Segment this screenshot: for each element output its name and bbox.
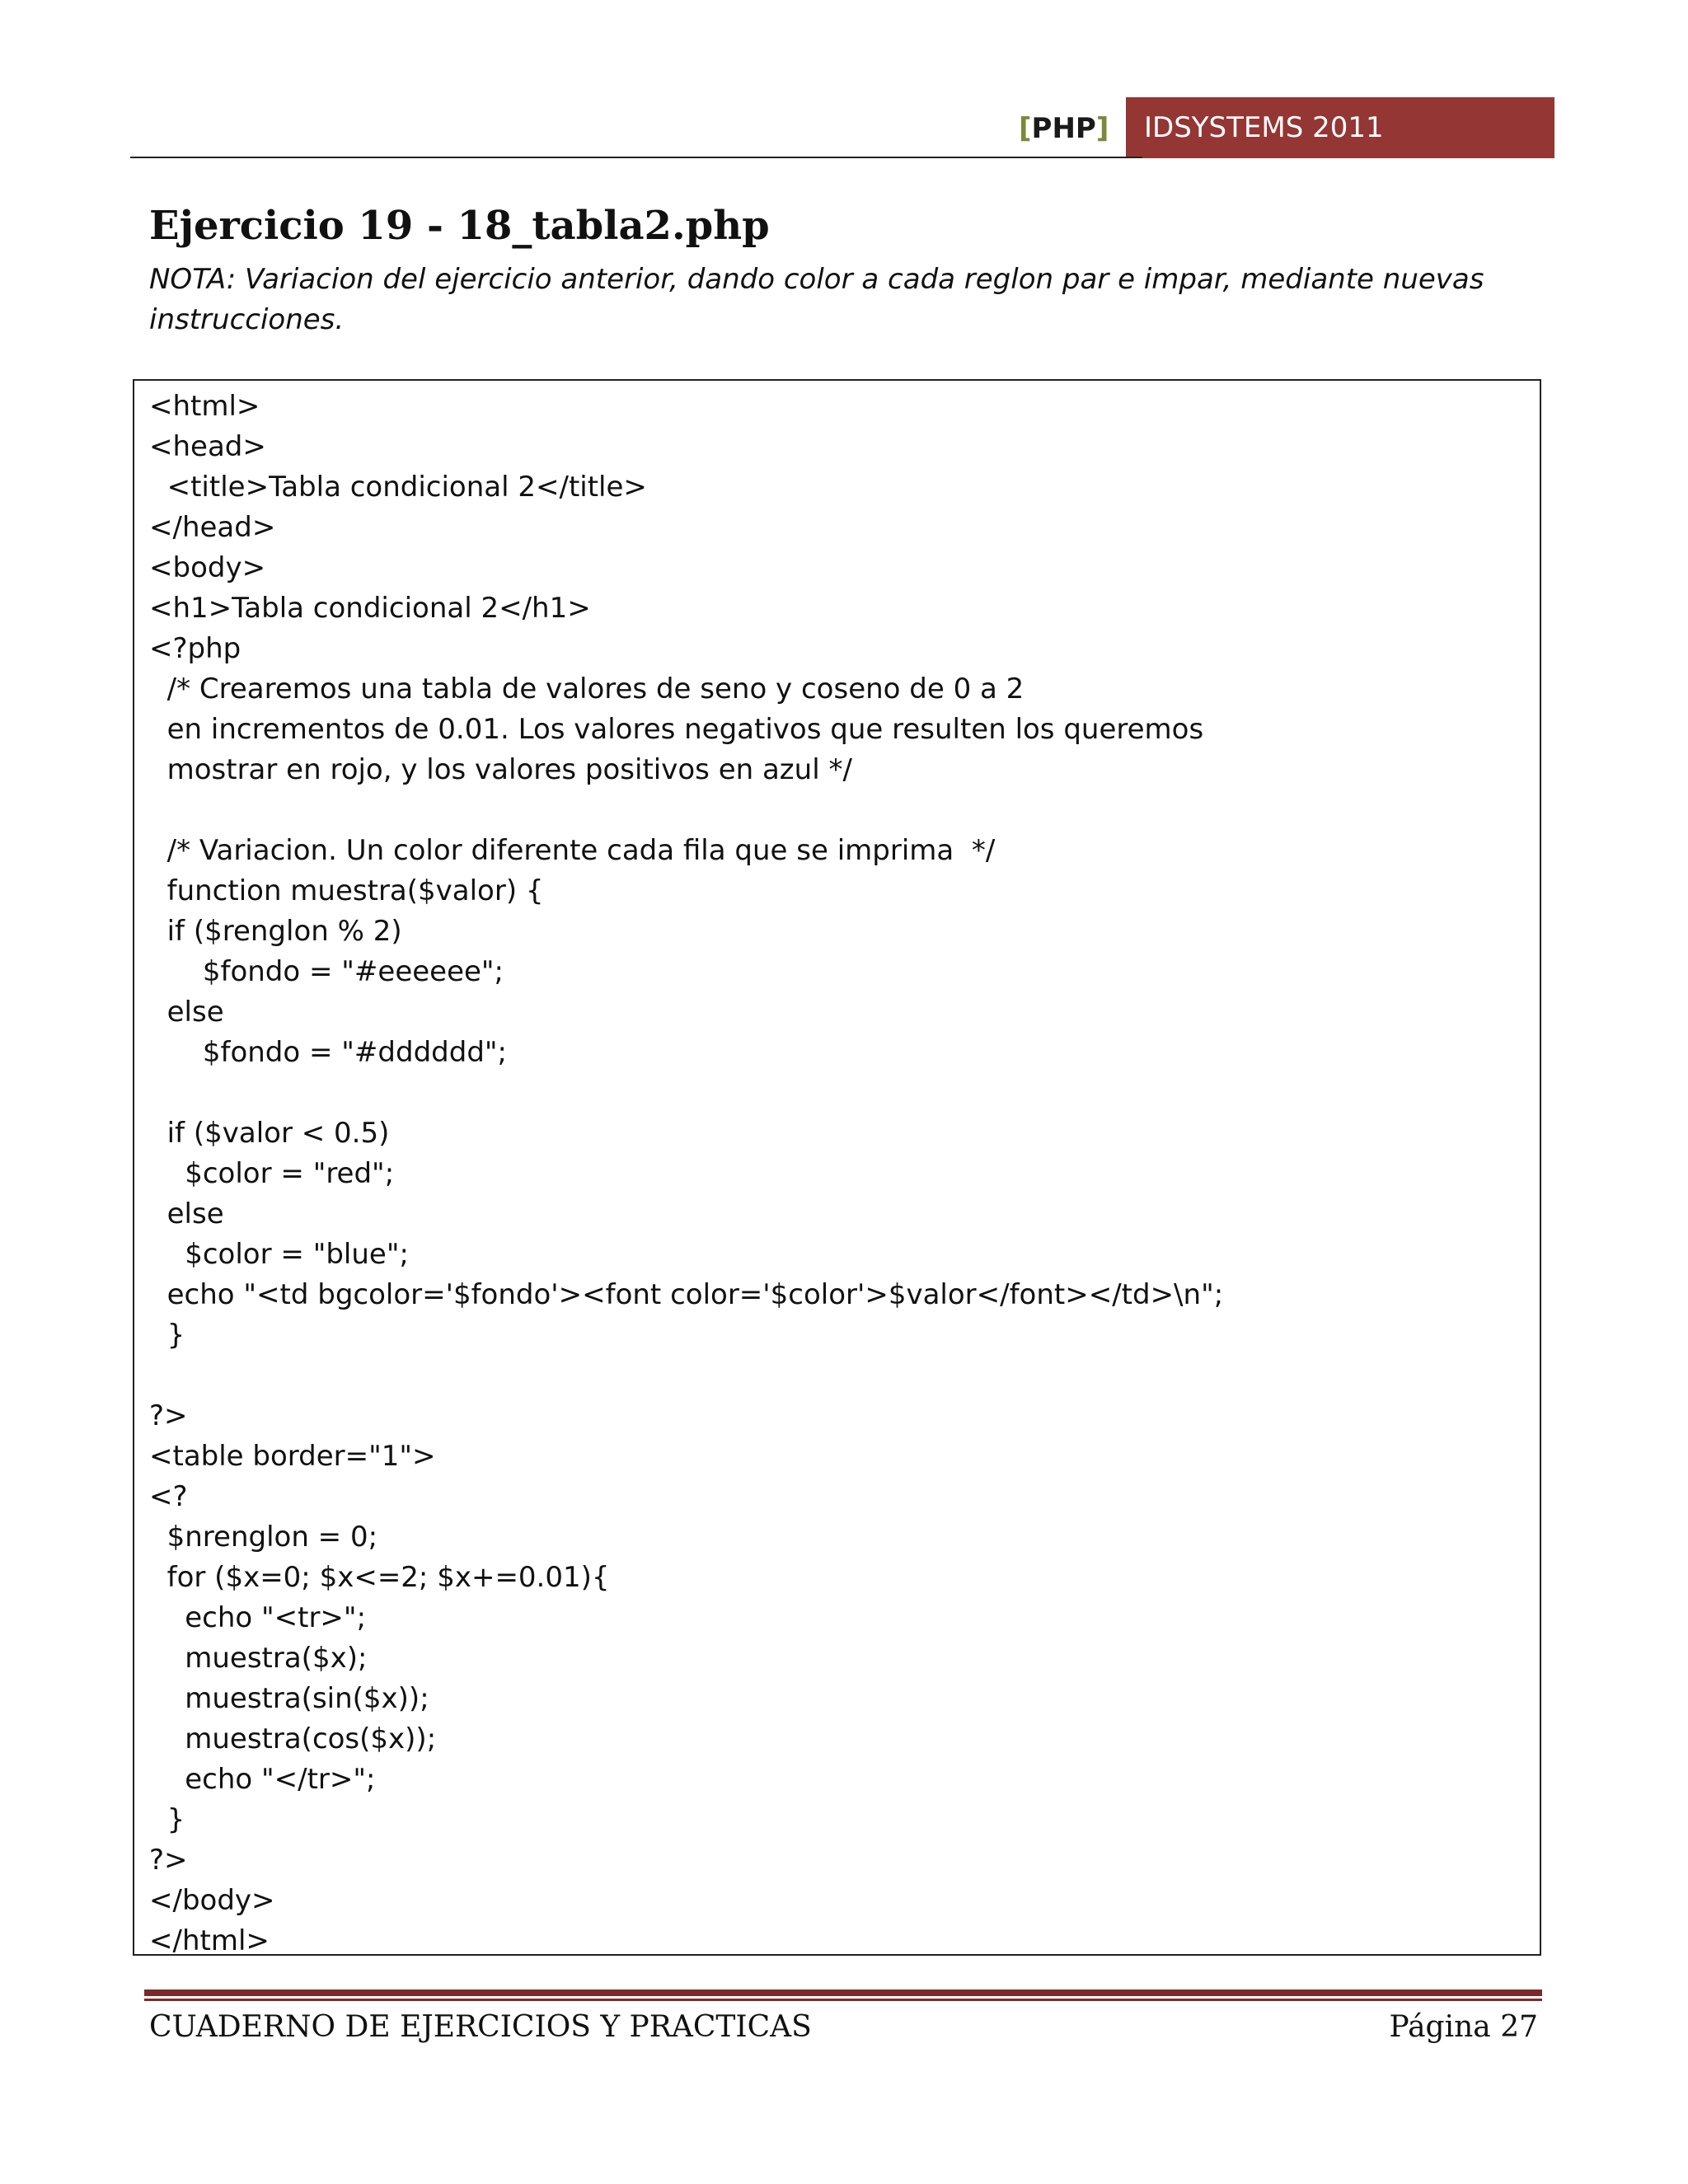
header-band [1126,97,1554,158]
code-line: $color = "blue"; [149,1238,409,1271]
code-line: /* Variacion. Un color diferente cada fila que se imprima */ [149,834,996,867]
header-band-text: IDSYSTEMS 2011 [1144,111,1384,144]
footer-rule-thick [144,1990,1542,1996]
footer-book-title: CUADERNO DE EJERCICIOS Y PRACTICAS [149,2010,812,2044]
code-listing [149,387,1223,1961]
code-line: muestra(cos($x)); [149,1722,437,1755]
code-line: echo "</tr>"; [149,1763,376,1796]
code-line: ?> [149,1399,188,1432]
code-line: echo "<td bgcolor='$fondo'><font color='$color'>$valor</font></td>\n"; [149,1278,1224,1311]
header-rule [130,157,1142,158]
header-bracket-open: [ [1019,112,1032,145]
page-title: Ejercicio 19 - 18_tabla2.php [149,203,770,249]
code-line: mostrar en rojo, y los valores positivos en azul */ [149,753,852,786]
code-line: </html> [149,1924,270,1957]
code-line: if ($valor < 0.5) [149,1117,390,1150]
code-line: function muestra($valor) { [149,874,544,907]
code-line: muestra(sin($x)); [149,1682,429,1715]
code-line: else [149,1197,224,1230]
code-line: <h1>Tabla condicional 2</h1> [149,592,591,625]
header-section-tag [1019,107,1109,150]
code-line: } [149,1319,185,1352]
code-line: </head> [149,511,276,544]
footer-page-number: Página 27 [1389,2010,1538,2044]
code-line: <?php [149,632,241,665]
code-line: else [149,996,224,1029]
code-line: /* Crearemos una tabla de valores de seno y coseno de 0 a 2 [149,673,1025,705]
code-box [133,379,1541,1956]
code-line: ?> [149,1844,188,1877]
code-line: <body> [149,551,266,584]
code-line: echo "<tr>"; [149,1601,367,1634]
header-bracket-close: ] [1095,112,1109,145]
code-line: if ($renglon % 2) [149,915,402,948]
code-line: } [149,1803,185,1836]
code-line: muestra($x); [149,1642,368,1675]
header-tag-php: PHP [1031,112,1096,145]
code-line: <? [149,1480,188,1513]
code-line: </body> [149,1884,275,1917]
code-line: $color = "red"; [149,1157,395,1190]
footer-rule-thin [144,1999,1542,2001]
code-line: en incrementos de 0.01. Los valores negativos que resulten los queremos [149,713,1204,746]
exercise-note: NOTA: Variacion del ejercicio anterior, dando color a cada reglon par e impar, mediante nuevas instrucciones. [149,263,1484,336]
code-line: $fondo = "#dddddd"; [149,1036,507,1069]
code-line: <html> [149,390,260,423]
code-line: <table border="1"> [149,1440,436,1473]
code-line: $fondo = "#eeeeee"; [149,955,504,988]
code-line: $nrenglon = 0; [149,1521,378,1554]
code-line [149,790,1223,831]
code-line: <head> [149,430,266,463]
code-line [149,1356,1223,1396]
code-line [149,1073,1223,1113]
code-line: <title>Tabla condicional 2</title> [149,471,647,504]
code-line: for ($x=0; $x<=2; $x+=0.01){ [149,1561,610,1594]
